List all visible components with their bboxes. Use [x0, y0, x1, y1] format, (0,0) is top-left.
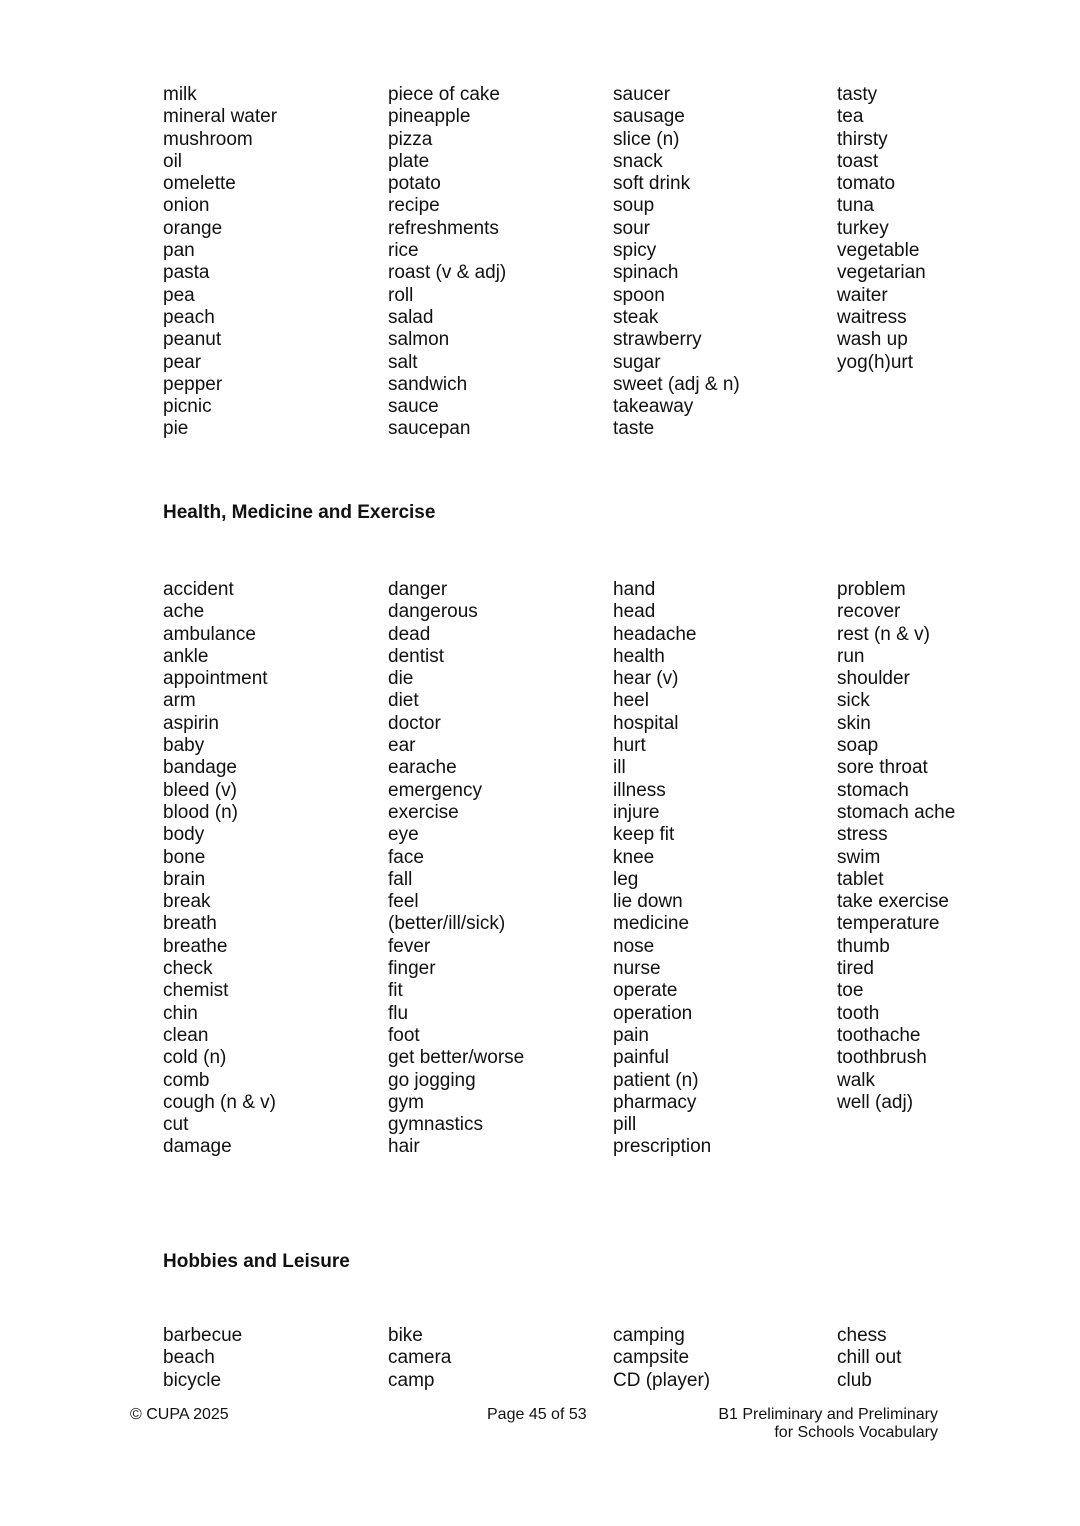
- vocab-word: saucer: [613, 84, 671, 105]
- word-column: [163, 1325, 388, 1392]
- vocab-word: check: [163, 958, 213, 980]
- vocab-word: temperature: [837, 913, 940, 935]
- vocab-word: peach: [163, 306, 215, 328]
- footer-document-title: [700, 1406, 938, 1442]
- vocab-word: illness: [613, 779, 666, 801]
- vocab-word: feel: [388, 891, 419, 913]
- vocab-word: pan: [163, 240, 195, 262]
- vocab-word: patient (n): [613, 1069, 699, 1091]
- vocab-word: breathe: [163, 935, 228, 957]
- vocab-word: bone: [163, 846, 206, 868]
- vocab-word: leg: [613, 868, 639, 890]
- vocab-word: tasty: [837, 84, 878, 105]
- section-heading-health: Health, Medicine and Exercise: [163, 502, 436, 523]
- word-column: [837, 1325, 983, 1392]
- vocab-word: accident: [163, 579, 234, 600]
- vocab-word: pineapple: [388, 106, 471, 128]
- vocab-word: toast: [837, 150, 879, 172]
- vocab-word: headache: [613, 623, 697, 645]
- vocab-word: rest (n & v): [837, 623, 930, 645]
- vocab-word: taste: [613, 418, 655, 440]
- vocab-word: hand: [613, 579, 656, 600]
- vocab-word: flu: [388, 1002, 409, 1024]
- vocab-word: eye: [388, 824, 419, 846]
- vocab-word: spinach: [613, 262, 679, 284]
- hobbies-word-list: [163, 1325, 983, 1392]
- vocab-word: sore throat: [837, 757, 928, 779]
- vocab-word: foot: [388, 1024, 420, 1046]
- vocab-word: orange: [163, 217, 223, 239]
- vocab-word: fall: [388, 868, 413, 890]
- vocab-word: die: [388, 668, 414, 690]
- vocab-word: nose: [613, 935, 655, 957]
- vocab-word: tablet: [837, 868, 884, 890]
- vocab-word: pepper: [163, 373, 223, 395]
- vocab-word: bike: [388, 1325, 423, 1346]
- vocab-word: waitress: [837, 306, 907, 328]
- vocab-word: turkey: [837, 217, 889, 239]
- vocab-word: wash up: [837, 329, 908, 351]
- section-heading-hobbies: Hobbies and Leisure: [163, 1251, 350, 1272]
- vocab-word: cut: [163, 1114, 189, 1136]
- vocab-word: sick: [837, 690, 870, 712]
- vocab-word: skin: [837, 712, 871, 734]
- vocab-word: pasta: [163, 262, 210, 284]
- vocab-word: appointment: [163, 668, 268, 690]
- vocab-word: waiter: [837, 284, 888, 306]
- vocab-word: keep fit: [613, 824, 675, 846]
- word-column: [613, 84, 837, 441]
- vocab-word: spoon: [613, 284, 665, 306]
- vocab-word: yog(h)urt: [837, 351, 914, 373]
- vocab-word: brain: [163, 868, 206, 890]
- vocab-word: onion: [163, 195, 210, 217]
- vocab-word: beach: [163, 1347, 215, 1369]
- vocab-word: comb: [163, 1069, 210, 1091]
- vocab-word: thirsty: [837, 128, 888, 150]
- vocab-word: ache: [163, 601, 205, 623]
- vocab-word: walk: [837, 1069, 876, 1091]
- vocab-word: break: [163, 891, 211, 913]
- vocab-word: ear: [388, 735, 416, 757]
- vocab-word: medicine: [613, 913, 690, 935]
- vocab-word: toothache: [837, 1024, 921, 1046]
- vocab-word: pain: [613, 1024, 649, 1046]
- vocab-word: painful: [613, 1047, 669, 1069]
- vocab-word: breath: [163, 913, 217, 935]
- vocab-word: salt: [388, 351, 418, 373]
- vocab-word: steak: [613, 306, 659, 328]
- vocab-word: rice: [388, 240, 419, 262]
- food-word-list: [163, 84, 983, 441]
- vocab-word: recipe: [388, 195, 440, 217]
- word-column: [388, 579, 613, 1159]
- vocab-word: gym: [388, 1091, 424, 1113]
- vocab-word: hurt: [613, 735, 646, 757]
- vocab-word: face: [388, 846, 424, 868]
- vocab-word: exercise: [388, 801, 459, 823]
- vocab-word: ambulance: [163, 623, 256, 645]
- vocab-word: shoulder: [837, 668, 910, 690]
- vocab-word: take exercise: [837, 891, 949, 913]
- vocab-word: hospital: [613, 712, 679, 734]
- vocab-word: doctor: [388, 712, 441, 734]
- vocab-word: soap: [837, 735, 879, 757]
- vocab-word: CD (player): [613, 1369, 711, 1391]
- vocab-word: mushroom: [163, 128, 253, 150]
- vocab-word: sandwich: [388, 373, 468, 395]
- vocab-word: pharmacy: [613, 1091, 697, 1113]
- vocab-word: emergency: [388, 779, 482, 801]
- footer-title-line-2: for Schools Vocabulary: [774, 1424, 938, 1441]
- vocab-word: dangerous: [388, 601, 478, 623]
- vocab-word: heel: [613, 690, 649, 712]
- vocab-word: picnic: [163, 396, 212, 418]
- vocab-word: operate: [613, 980, 678, 1002]
- vocab-word: vegetable: [837, 240, 920, 262]
- vocab-word: damage: [163, 1136, 232, 1158]
- vocab-word: swim: [837, 846, 881, 868]
- vocab-word: pill: [613, 1114, 637, 1136]
- vocab-word: health: [613, 645, 665, 667]
- vocab-word: oil: [163, 150, 183, 172]
- vocab-word: roll: [388, 284, 414, 306]
- vocab-word: tuna: [837, 195, 874, 217]
- vocab-word: cough (n & v): [163, 1091, 276, 1113]
- vocab-word: bicycle: [163, 1369, 222, 1391]
- word-column: [163, 579, 388, 1159]
- vocab-word: lie down: [613, 891, 683, 913]
- vocab-word: roast (v & adj): [388, 262, 507, 284]
- word-column: [837, 84, 983, 441]
- vocab-word: arm: [163, 690, 196, 712]
- vocab-word: stomach ache: [837, 801, 956, 823]
- footer-title-line-1: B1 Preliminary and Preliminary: [718, 1406, 938, 1423]
- vocab-word: ankle: [163, 645, 209, 667]
- vocab-word: piece of cake: [388, 84, 500, 105]
- vocab-word: get better/worse: [388, 1047, 525, 1069]
- vocab-word: prescription: [613, 1136, 712, 1158]
- vocab-word: club: [837, 1369, 872, 1391]
- footer-copyright: © CUPA 2025: [130, 1406, 229, 1423]
- vocab-word: blood (n): [163, 801, 238, 823]
- vocab-word: camera: [388, 1347, 452, 1369]
- vocab-word: fever: [388, 935, 431, 957]
- word-column: [613, 579, 837, 1159]
- footer-page-number: Page 45 of 53: [487, 1406, 587, 1423]
- vocab-word: takeaway: [613, 396, 694, 418]
- vocab-word: injure: [613, 801, 660, 823]
- vocab-word: run: [837, 645, 865, 667]
- vocab-word: plate: [388, 150, 430, 172]
- vocab-word: snack: [613, 150, 663, 172]
- vocab-word: campsite: [613, 1347, 690, 1369]
- vocab-word: chin: [163, 1002, 198, 1024]
- vocab-word: tired: [837, 958, 874, 980]
- vocab-word: potato: [388, 173, 441, 195]
- vocab-word: pizza: [388, 128, 433, 150]
- vocab-word: baby: [163, 735, 205, 757]
- vocab-word: tomato: [837, 173, 896, 195]
- word-column: [837, 579, 983, 1159]
- vocab-word: pie: [163, 418, 189, 440]
- vocab-word: toe: [837, 980, 864, 1002]
- vocab-word: thumb: [837, 935, 890, 957]
- vocab-word: diet: [388, 690, 419, 712]
- vocab-word: sweet (adj & n): [613, 373, 740, 395]
- vocab-word: finger: [388, 958, 436, 980]
- vocab-word: vegetarian: [837, 262, 926, 284]
- vocab-word: strawberry: [613, 329, 702, 351]
- vocab-word: slice (n): [613, 128, 680, 150]
- vocab-word: clean: [163, 1024, 209, 1046]
- word-column: [388, 84, 613, 441]
- vocab-word: salad: [388, 306, 434, 328]
- vocab-word: dentist: [388, 645, 444, 667]
- word-column: [613, 1325, 837, 1392]
- vocab-word: sugar: [613, 351, 661, 373]
- vocab-word: pear: [163, 351, 202, 373]
- vocab-word: gymnastics: [388, 1114, 484, 1136]
- vocab-word: head: [613, 601, 656, 623]
- vocab-word: stress: [837, 824, 888, 846]
- vocab-word: well (adj): [837, 1091, 914, 1113]
- vocab-word: milk: [163, 84, 197, 105]
- vocab-word: bleed (v): [163, 779, 237, 801]
- vocab-word: spicy: [613, 240, 657, 262]
- vocab-word: omelette: [163, 173, 236, 195]
- vocab-word: camping: [613, 1325, 685, 1346]
- vocab-word: cold (n): [163, 1047, 227, 1069]
- vocab-word: sauce: [388, 396, 439, 418]
- health-word-list: [163, 579, 983, 1159]
- vocab-word: fit: [388, 980, 403, 1002]
- vocab-word: recover: [837, 601, 901, 623]
- vocab-word: tooth: [837, 1002, 880, 1024]
- vocab-word: barbecue: [163, 1325, 243, 1346]
- vocab-word: soup: [613, 195, 655, 217]
- vocab-word: sour: [613, 217, 650, 239]
- vocab-word: nurse: [613, 958, 661, 980]
- vocab-word: hear (v): [613, 668, 679, 690]
- vocab-word: ill: [613, 757, 626, 779]
- vocab-word: saucepan: [388, 418, 471, 440]
- vocab-word: peanut: [163, 329, 222, 351]
- vocab-word: chemist: [163, 980, 229, 1002]
- vocab-word: aspirin: [163, 712, 219, 734]
- vocab-word: (better/ill/sick): [388, 913, 506, 935]
- vocab-word: bandage: [163, 757, 237, 779]
- vocab-word: knee: [613, 846, 655, 868]
- vocab-word: dead: [388, 623, 431, 645]
- word-column: [163, 84, 388, 441]
- vocab-word: chill out: [837, 1347, 902, 1369]
- word-column: [388, 1325, 613, 1392]
- vocab-word: body: [163, 824, 205, 846]
- vocab-word: tea: [837, 106, 864, 128]
- vocab-word: danger: [388, 579, 448, 600]
- vocab-word: pea: [163, 284, 195, 306]
- vocab-word: sausage: [613, 106, 685, 128]
- vocab-word: stomach: [837, 779, 909, 801]
- vocab-word: refreshments: [388, 217, 499, 239]
- vocab-word: camp: [388, 1369, 435, 1391]
- vocab-word: soft drink: [613, 173, 691, 195]
- vocab-word: hair: [388, 1136, 420, 1158]
- vocab-word: problem: [837, 579, 906, 600]
- vocab-word: operation: [613, 1002, 693, 1024]
- vocab-word: earache: [388, 757, 457, 779]
- vocab-word: salmon: [388, 329, 450, 351]
- vocab-word: go jogging: [388, 1069, 476, 1091]
- vocab-word: chess: [837, 1325, 887, 1346]
- vocab-word: mineral water: [163, 106, 278, 128]
- vocab-word: toothbrush: [837, 1047, 927, 1069]
